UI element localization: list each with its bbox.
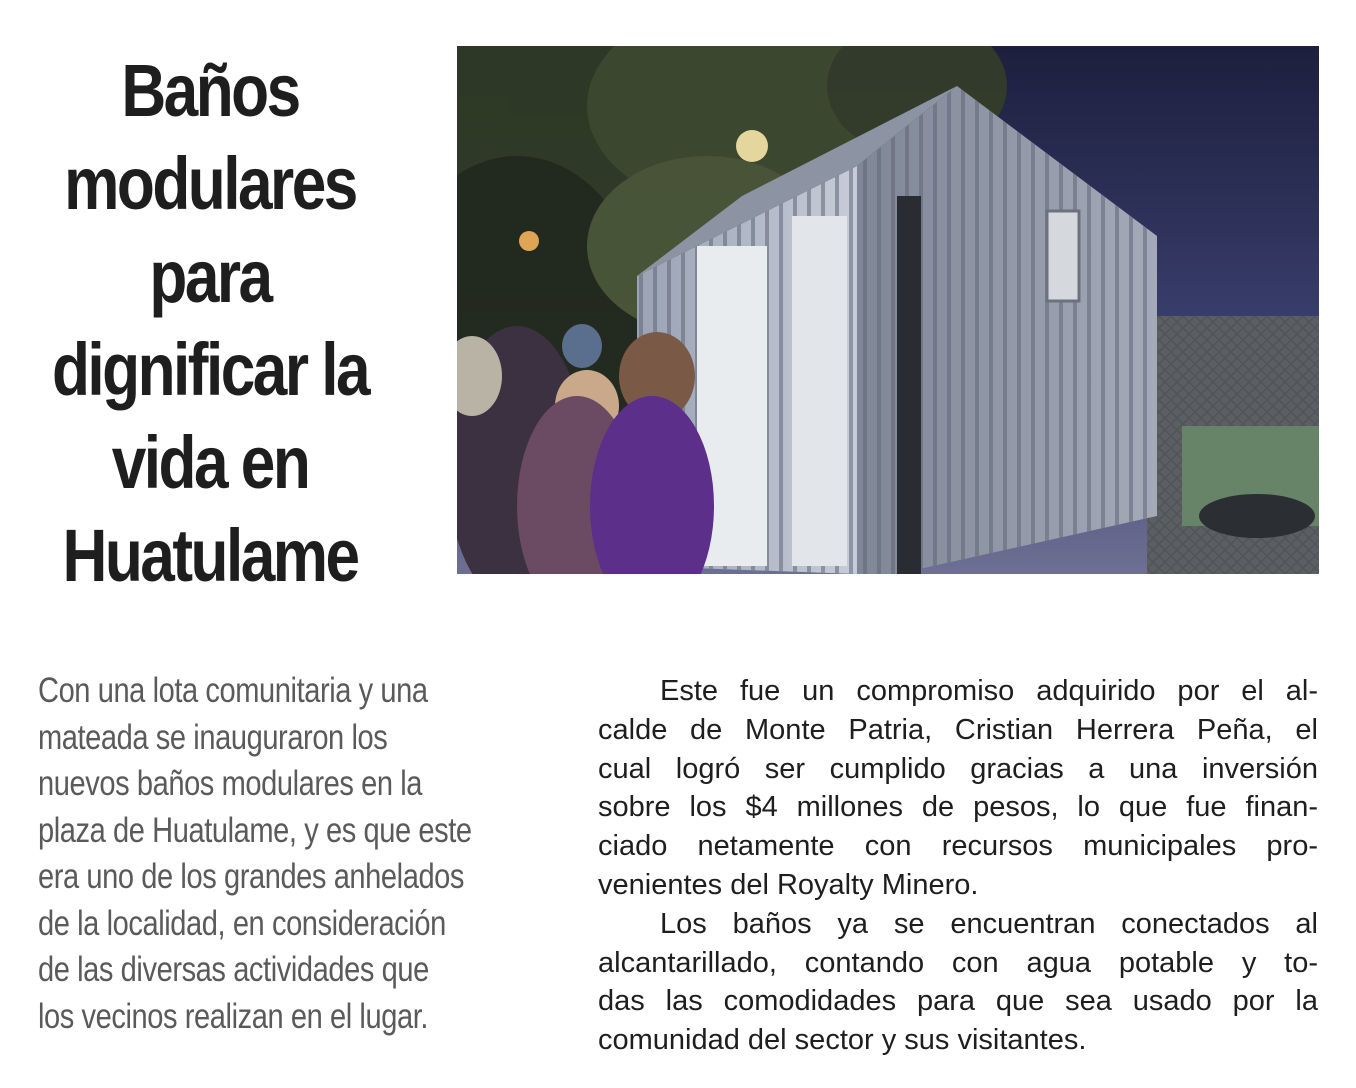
- body-line: Los baños ya se encuentran conectados al: [660, 907, 1318, 940]
- lead-line: de las diversas actividades que: [38, 950, 429, 989]
- headline-line: modulares: [64, 142, 356, 225]
- article-headline: [50, 44, 369, 602]
- body-line: venientes del Royalty Minero.: [598, 868, 979, 901]
- article-lead: [38, 668, 553, 1040]
- lead-line: los vecinos realizan en el lugar.: [38, 996, 429, 1036]
- body-paragraph: [598, 672, 1318, 905]
- headline-line: dignificar la: [51, 328, 369, 411]
- body-line: das las comodidades para que sea usado por la: [598, 985, 1318, 1018]
- crowd: [457, 324, 714, 574]
- lead-line: era uno de los grandes anhelados: [38, 857, 465, 896]
- lead-line: de la localidad, en consideración: [38, 903, 446, 943]
- body-line: sobre los $4 millones de pesos, lo que fue finan-: [598, 791, 1318, 824]
- headline-line: Huatulame: [62, 514, 358, 597]
- lead-line: nuevos baños modulares en la: [38, 764, 423, 803]
- headline-line: para: [149, 235, 271, 318]
- body-line: ciado netamente con recursos municipales pro-: [598, 830, 1318, 863]
- lead-line: Con una lota comunitaria y una: [38, 671, 428, 710]
- headline-line: vida en: [111, 421, 309, 504]
- body-line: alcantarillado, contando con agua potable y to-: [598, 946, 1318, 979]
- lamp-light: [519, 231, 539, 251]
- body-line: Este fue un compromiso adquirido por el al-: [660, 675, 1318, 707]
- lead-line: plaza de Huatulame, y es que este: [38, 810, 472, 850]
- article-body: [598, 672, 1318, 1060]
- headline-line: Baños: [121, 49, 299, 132]
- lamp-light: [736, 130, 768, 162]
- lead-line: mateada se inauguraron los: [38, 717, 388, 757]
- body-line: cual logró ser cumplido gracias a una inversión: [598, 752, 1318, 785]
- body-line: comunidad del sector y sus visitantes.: [598, 1024, 1087, 1057]
- article-photo: [457, 46, 1319, 574]
- body-line: calde de Monte Patria, Cristian Herrera Peña, el: [598, 713, 1318, 746]
- body-paragraph: [598, 905, 1318, 1060]
